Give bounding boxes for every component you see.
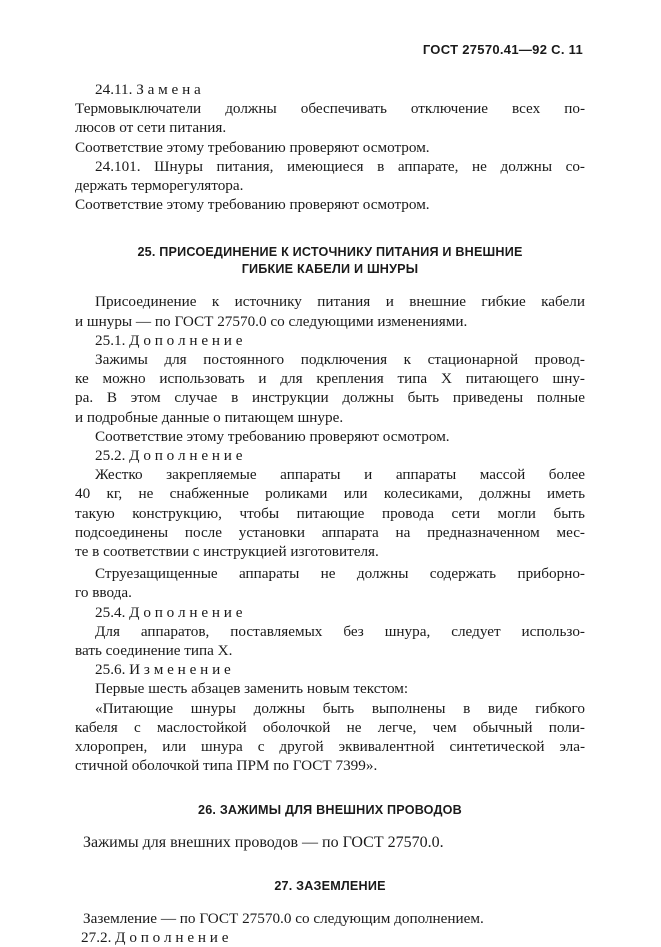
clause-24-101-line-2: держать терморегулятора.: [75, 177, 244, 195]
clause-25-2b-line-2: го ввода.: [75, 584, 132, 602]
clause-25-4-title: 25.4. Д о п о л н е н и е: [95, 603, 243, 621]
section-25-heading-line-1: 25. ПРИСОЕДИНЕНИЕ К ИСТОЧНИКУ ПИТАНИЯ И ВНЕШНИЕ: [137, 245, 523, 260]
clause-24-11-line-1: Термовыключатели должны обеспечивать отключение всех по-: [75, 100, 585, 118]
clause-25-6-quote-line-1: «Питающие шнуры должны быть выполнены в виде гибкого: [95, 699, 585, 717]
clause-25-2-line-3: такую конструкцию, чтобы питающие провода сети могли быть: [75, 504, 585, 522]
clause-25-2-line-4: подсоединены после установки аппарата на предназначенном мес-: [75, 523, 585, 541]
clause-25-1: [75, 331, 585, 446]
clause-25-2-title: 25.2. Д о п о л н е н и е: [95, 447, 243, 465]
clause-25-2-line-5: те в соответствии с инструкцией изготовителя.: [75, 543, 379, 561]
section-25-heading: [75, 244, 585, 278]
clause-25-6-line-1: Первые шесть абзацев заменить новым текстом:: [95, 680, 409, 698]
clause-25-2-line-2: 40 кг, не снабженные роликами или колесиками, должны иметь: [75, 485, 585, 503]
section-25-heading-line-2: ГИБКИЕ КАБЕЛИ И ШНУРЫ: [241, 262, 419, 277]
clause-25-6: [75, 660, 585, 775]
clause-25-1-line-1: Зажимы для постоянного подключения к стационарной провод-: [95, 351, 585, 369]
clause-25-2b-line-1: Струезащищенные аппараты не должны содержать приборно-: [95, 565, 585, 583]
section-25-intro-line-1: Присоединение к источнику питания и внешние гибкие кабели: [95, 293, 585, 311]
clause-25-1-check: Соответствие этому требованию проверяют осмотром.: [95, 427, 450, 445]
page-body: [75, 80, 585, 947]
clause-25-1-line-2: ке можно использовать и для крепления типа X питающего шну-: [75, 370, 585, 388]
clause-24-11-check: Соответствие этому требованию проверяют осмотром.: [75, 138, 430, 156]
clause-24-101-line-1: 24.101. Шнуры питания, имеющиеся в аппарате, не должны со-: [95, 157, 585, 175]
clause-24-11-title: 24.11. З а м е н а: [95, 81, 201, 98]
clause-25-6-quote-line-4: стичной оболочкой типа ПРМ по ГОСТ 7399».: [75, 757, 378, 775]
clause-24-11-line-2: люсов от сети питания.: [75, 119, 227, 137]
section-27-text: Заземление — по ГОСТ 27570.0 со следующим дополнением.: [83, 909, 484, 927]
clause-25-2-line-1: Жестко закрепляемые аппараты и аппараты массой более: [95, 466, 585, 484]
section-27-heading: 27. ЗАЗЕМЛЕНИЕ: [274, 878, 386, 893]
clause-25-6-title: 25.6. И з м е н е н и е: [95, 661, 231, 679]
clause-25-1-title: 25.1. Д о п о л н е н и е: [95, 331, 243, 349]
clause-24-11: [75, 80, 585, 157]
clause-25-1-line-3: ра. В этом случае в инструкции должны быть приведены полные: [75, 389, 585, 407]
section-26-text: Зажимы для внешних проводов — по ГОСТ 27570.0.: [83, 833, 444, 851]
clause-25-4-line-1: Для аппаратов, поставляемых без шнура, следует использо-: [95, 622, 585, 640]
section-25-intro: [75, 292, 585, 330]
clause-25-1-line-4: и подробные данные о питающем шнуре.: [75, 408, 344, 426]
section-25-intro-line-2: и шнуры — по ГОСТ 27570.0 со следующими изменениями.: [75, 312, 468, 330]
clause-25-6-quote-line-3: хлоропрен, или шнура с другой эквивалентной синтетической эла-: [75, 738, 585, 756]
clause-24-101: [75, 157, 585, 215]
clause-25-6-quote-line-2: кабеля с маслостойкой оболочкой не легче, чем обычный поли-: [75, 718, 585, 736]
clause-27-2-title: 27.2. Д о п о л н е н и е: [81, 928, 229, 946]
clause-25-2-paragraph-2: [75, 564, 585, 602]
running-header: ГОСТ 27570.41—92 С. 11: [422, 42, 583, 57]
clause-25-2: [75, 446, 585, 561]
clause-24-101-check: Соответствие этому требованию проверяют осмотром.: [75, 196, 430, 214]
clause-25-4-line-2: вать соединение типа X.: [75, 642, 233, 660]
clause-25-4: [75, 603, 585, 661]
section-26-heading: 26. ЗАЖИМЫ ДЛЯ ВНЕШНИХ ПРОВОДОВ: [198, 802, 462, 817]
